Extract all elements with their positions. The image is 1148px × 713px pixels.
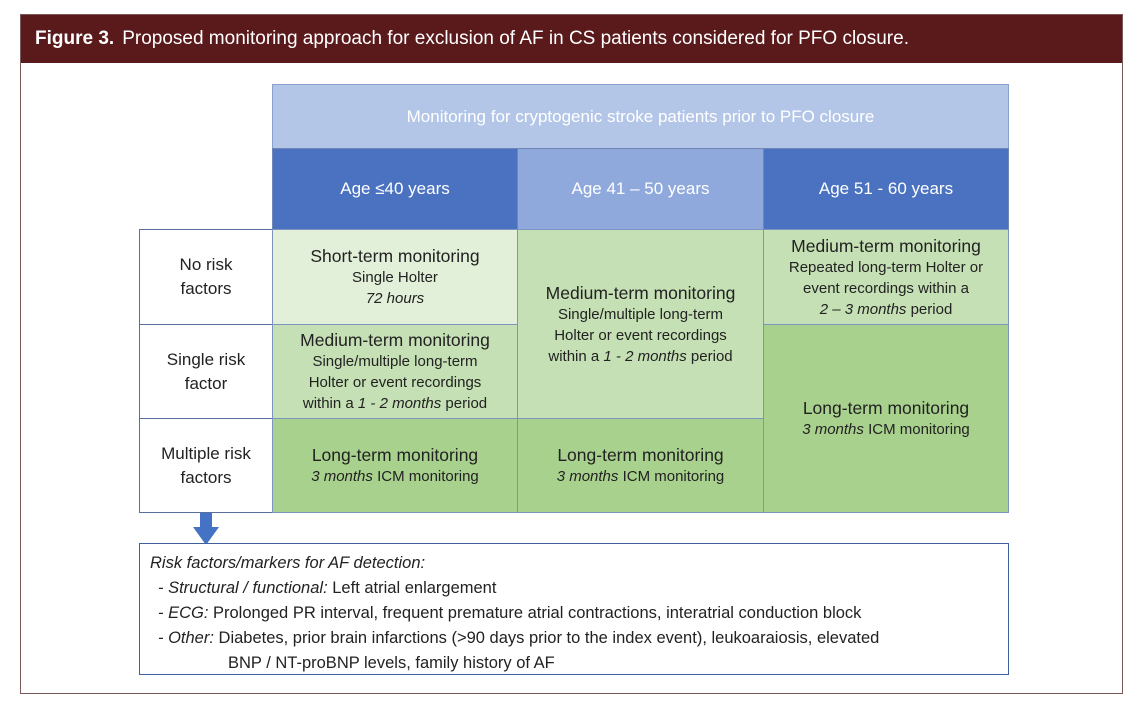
cell-detail-period: within a 1 - 2 months period (548, 347, 733, 365)
risk-factors-box (139, 543, 1009, 675)
cell-long-term-young (272, 418, 518, 513)
row-label-line: No risk (179, 255, 233, 274)
cell-medium-term-mid (517, 229, 764, 419)
cell-title: Long-term monitoring (311, 445, 479, 465)
cell-long-term-old (763, 324, 1009, 513)
cell-title: Medium-term monitoring (300, 330, 490, 350)
row-label-line: factors (180, 467, 232, 487)
age-column-header-3 (763, 148, 1009, 230)
cell-medium-term-old (763, 229, 1009, 325)
row-label-line: Multiple risk (161, 443, 251, 463)
risk-factor-item: - ECG: Prolonged PR interval, frequent premature atrial contractions, interatrial conduction block (158, 604, 862, 622)
risk-factors-heading: Risk factors/markers for AF detection: (150, 554, 426, 572)
cell-title: Long-term monitoring (802, 398, 970, 418)
figure-caption: Proposed monitoring approach for exclusion of AF in CS patients considered for PFO closure. (122, 28, 909, 49)
cell-long-term-mid (517, 418, 764, 513)
table-header (272, 84, 1009, 149)
age-label-3: Age 51 - 60 years (818, 179, 954, 198)
cell-detail-emphasis: 72 hours (365, 290, 425, 307)
cell-detail: 3 months ICM monitoring (556, 468, 725, 485)
cell-detail: Holter or event recordings (554, 326, 727, 344)
cell-detail: Single/multiple long-term (312, 353, 478, 370)
table-header-text: Monitoring for cryptogenic stroke patients prior to PFO closure (406, 106, 875, 126)
cell-detail-period: within a 1 - 2 months period (302, 395, 488, 412)
risk-factor-item: - Structural / functional: Left atrial enlargement (158, 579, 497, 597)
row-label-line: factors (180, 279, 232, 298)
cell-detail: 3 months ICM monitoring (802, 421, 970, 438)
risk-factor-continuation: BNP / NT-proBNP levels, family history of AF (228, 654, 555, 672)
cell-detail: Repeated long-term Holter or (788, 258, 984, 276)
cell-detail: Single/multiple long-term (557, 305, 724, 323)
cell-detail: 3 months ICM monitoring (311, 468, 479, 485)
down-arrow-icon (193, 513, 219, 545)
age-label-2: Age 41 – 50 years (571, 179, 710, 198)
age-column-header-2 (517, 148, 764, 230)
cell-detail: event recordings within a (803, 279, 969, 297)
row-label-line: factor (184, 373, 228, 393)
figure-label: Figure 3. (35, 28, 115, 49)
row-label-multiple-risk (139, 418, 273, 513)
cell-title: Medium-term monitoring (791, 235, 981, 256)
row-label-single-risk (139, 324, 273, 419)
cell-title: Short-term monitoring (310, 246, 480, 266)
age-label-1: Age ≤40 years (340, 179, 450, 198)
cell-short-term-young (272, 229, 518, 325)
row-label-line: Single risk (166, 349, 246, 369)
figure-title-bar (21, 15, 1122, 63)
cell-detail: Holter or event recordings (308, 374, 482, 391)
cell-title: Medium-term monitoring (545, 282, 736, 303)
age-column-header-1 (272, 148, 518, 230)
risk-factor-item: - Other: Diabetes, prior brain infarctions (>90 days prior to the index event), leukoaraiosis, elevated (158, 629, 880, 647)
cell-detail-period: 2 – 3 months period (819, 300, 953, 318)
cell-title: Long-term monitoring (557, 445, 724, 465)
cell-medium-term-young (272, 324, 518, 419)
cell-detail: Single Holter (352, 269, 438, 286)
row-label-no-risk (139, 229, 273, 325)
